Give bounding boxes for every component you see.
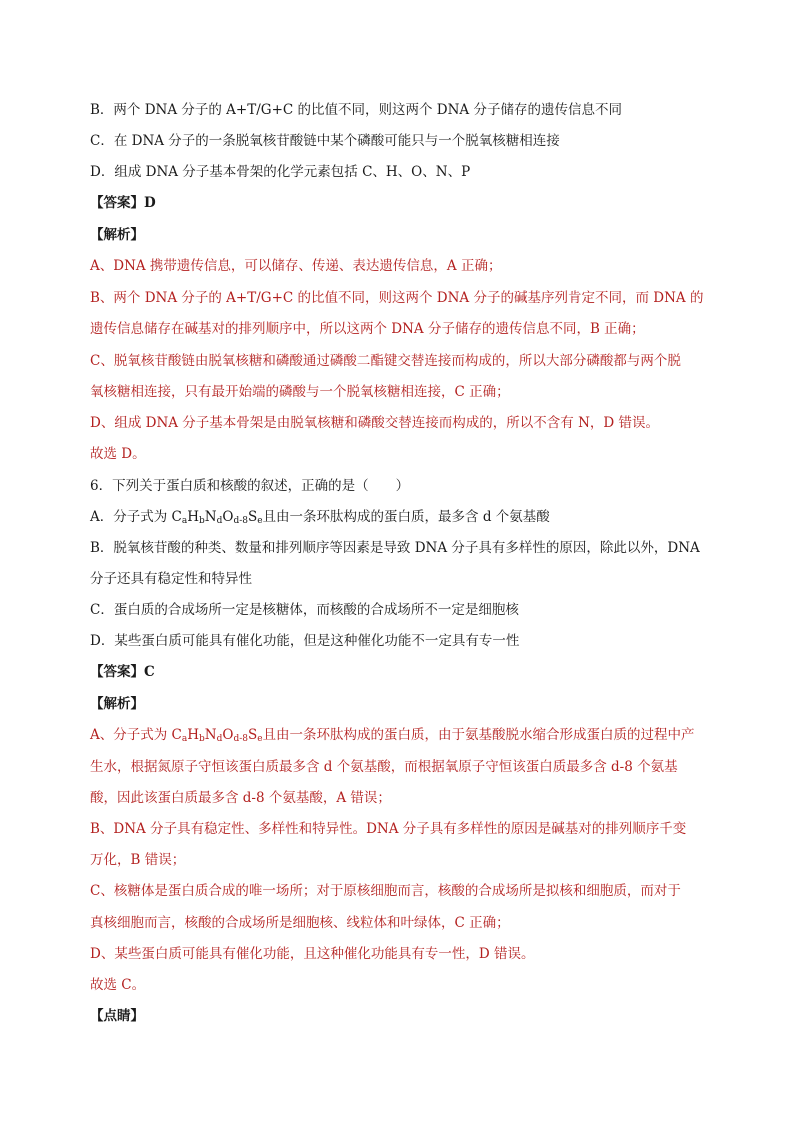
q6-option-b-line1: B．脱氧核苷酸的种类、数量和排列顺序等因素是导致 DNA 分子具有多样性的原因，除此以外，DNA [90,540,700,556]
q6-option-d: D．某些蛋白质可能具有催化功能，但是这种催化功能不一定具有专一性 [90,633,520,649]
q5-analysis-c-line2: 氧核糖相连接，只有最开始端的磷酸与一个脱氧核糖相连接，C 正确； [90,384,510,400]
q5-option-b: B．两个 DNA 分子的 A+T/G+C 的比值不同，则这两个 DNA 分子储存的遗传信息不同 [90,102,622,118]
q6-analysis-a-line1: A、分子式为 $C_aH_bN_dO_{d-8}S_e$且由一条环肽构成的蛋白质，由于氨基酸脱水缩合形成蛋白质的过程中产 [90,727,695,744]
q6-comment-heading: 【点睛】 [90,1008,144,1024]
q6-analysis-a-line3: 酸，因此该蛋白质最多含 d-8 个氨基酸，A 错误； [90,790,391,806]
q6-conclusion: 故选 C。 [90,977,146,993]
q6-option-a: A．分子式为 $C_aH_bN_dO_{d-8}S_e$且由一条环肽构成的蛋白质，最多含 d 个氨基酸 [90,509,550,526]
q5-analysis-a: A、DNA 携带遗传信息，可以储存、传递、表达遗传信息，A 正确； [90,258,502,274]
q6-analysis-c-line1: C、核糖体是蛋白质合成的唯一场所；对于原核细胞而言，核酸的合成场所是拟核和细胞质，而对于 [90,883,681,899]
q5-conclusion: 故选 D。 [90,446,146,462]
q6-analysis-c-line2: 真核细胞而言，核酸的合成场所是细胞核、线粒体和叶绿体，C 正确； [90,915,510,931]
q5-analysis-b-line2: 遗传信息储存在碱基对的排列顺序中，所以这两个 DNA 分子储存的遗传信息不同，B 正确； [90,321,645,337]
q6-analysis-heading: 【解析】 [90,696,144,712]
q5-option-c: C．在 DNA 分子的一条脱氧核苷酸链中某个磷酸可能只与一个脱氧核糖相连接 [90,133,560,149]
q6-stem: 6．下列关于蛋白质和核酸的叙述，正确的是（ ） [90,478,410,494]
q5-analysis-b-line1: B、两个 DNA 分子的 A+T/G+C 的比值不同，则这两个 DNA 分子的碱基序列肯定不同，而 DNA 的 [90,290,704,306]
q6-answer: 【答案】C [90,664,155,680]
q5-analysis-heading: 【解析】 [90,227,144,243]
q6-option-b-line2: 分子还具有稳定性和特异性 [90,571,252,587]
q6-analysis-b-line1: B、DNA 分子具有稳定性、多样性和特异性。DNA 分子具有多样性的原因是碱基对的排列顺序千变 [90,821,687,837]
q5-option-d: D．组成 DNA 分子基本骨架的化学元素包括 C、H、O、N、P [90,164,471,180]
q5-analysis-c-line1: C、脱氧核苷酸链由脱氧核糖和磷酸通过磷酸二酯键交替连接而构成的，所以大部分磷酸都与两个脱 [90,353,681,369]
q6-option-c: C．蛋白质的合成场所一定是核糖体，而核酸的合成场所不一定是细胞核 [90,602,519,618]
q5-answer: 【答案】D [90,195,156,211]
q6-analysis-a-line2: 生水，根据氮原子守恒该蛋白质最多含 d 个氨基酸，而根据氧原子守恒该蛋白质最多含 d-8 个氨基 [90,759,678,775]
q5-analysis-d: D、组成 DNA 分子基本骨架是由脱氧核糖和磷酸交替连接而构成的，所以不含有 N，D 错误。 [90,415,660,431]
q6-analysis-b-line2: 万化，B 错误； [90,852,186,868]
q6-analysis-d: D、某些蛋白质可能具有催化功能，且这种催化功能具有专一性，D 错误。 [90,946,535,962]
